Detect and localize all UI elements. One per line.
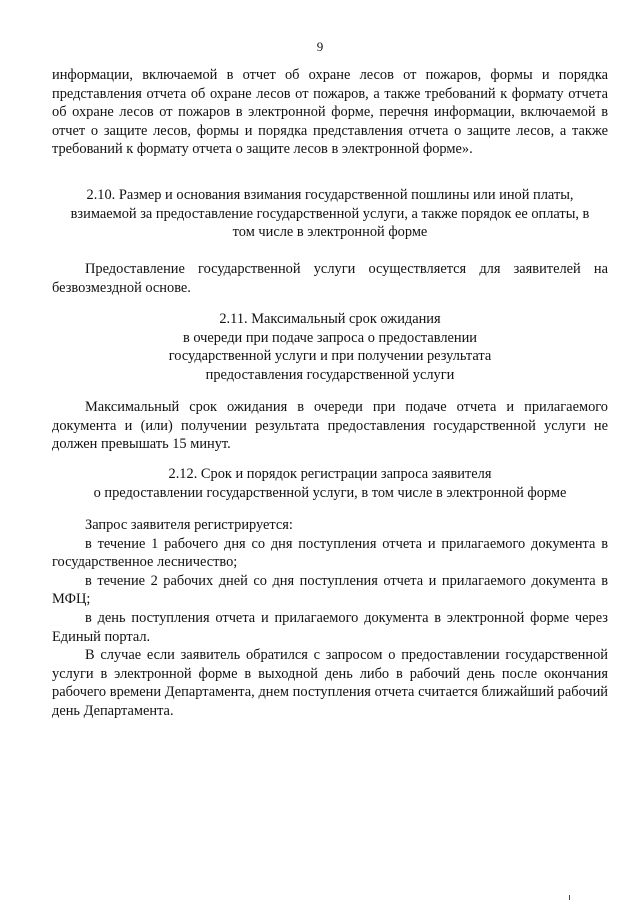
list-item: в день поступления отчета и прилагаемого документа в электронной форме через Единый портал. [52, 609, 608, 645]
page-number: 9 [316, 39, 324, 54]
heading-line: 2.12. Срок и порядок регистрации запроса заявителя [168, 466, 492, 482]
intro-paragraph [52, 66, 608, 159]
list-item: в течение 2 рабочих дней со дня поступления отчета и прилагаемого документа в МФЦ; [52, 572, 608, 608]
paragraph: Запрос заявителя регистрируется: [85, 517, 293, 533]
paragraph: В случае если заявитель обратился с запросом о предоставлении государственной услуги в электронной форме в выходной день либо в рабочий день после окончания рабочего времени Департамента, днем поступления отчета считается ближайший рабочий день Департамента. [52, 647, 608, 719]
section-2-10-heading [52, 186, 608, 242]
heading-line: 2.11. Максимальный срок ожидания [219, 311, 441, 327]
list-item: в течение 1 рабочего дня со дня поступления отчета и прилагаемого документа в государственное лесничество; [52, 535, 608, 571]
heading-line: предоставления государственной услуги [205, 366, 455, 383]
paragraph: Максимальный срок ожидания в очереди при подаче отчета и прилагаемого документа и (или) получении результата предоставления государственной услуги не должен превышать 15 минут. [52, 399, 608, 453]
heading-line: в очереди при подаче запроса о предоставлении [182, 329, 478, 346]
section-2-12-heading [52, 465, 608, 502]
scan-mark [569, 895, 570, 900]
heading-line: том числе в электронной форме [232, 224, 428, 241]
section-2-11-heading [52, 310, 608, 384]
heading-line: взимаемой за предоставление государственной услуги, а также порядок ее оплаты, в [70, 205, 590, 222]
paragraph: Предоставление государственной услуги осуществляется для заявителей на безвозмездной основе. [52, 261, 608, 296]
heading-line: государственной услуги и при получении результата [168, 348, 492, 365]
section-2-11-body [52, 398, 608, 454]
intro-paragraph-text: информации, включаемой в отчет об охране лесов от пожаров, формы и порядка представления отчета об охране лесов от пожаров, а также требований к формату отчета об охране лесов от пожаров в электронной форме, перечня информации, включаемой в отчет о защите лесов, формы и порядка представления отчета о защите лесов, а также требований к формату отчета о защите лесов в электронной форме». [52, 67, 608, 158]
section-2-12-body [52, 516, 608, 721]
heading-line: 2.10. Размер и основания взимания государственной пошлины или иной платы, [86, 187, 574, 203]
heading-line: о предоставлении государственной услуги, в том числе в электронной форме [93, 484, 567, 501]
section-2-10-body [52, 260, 608, 297]
